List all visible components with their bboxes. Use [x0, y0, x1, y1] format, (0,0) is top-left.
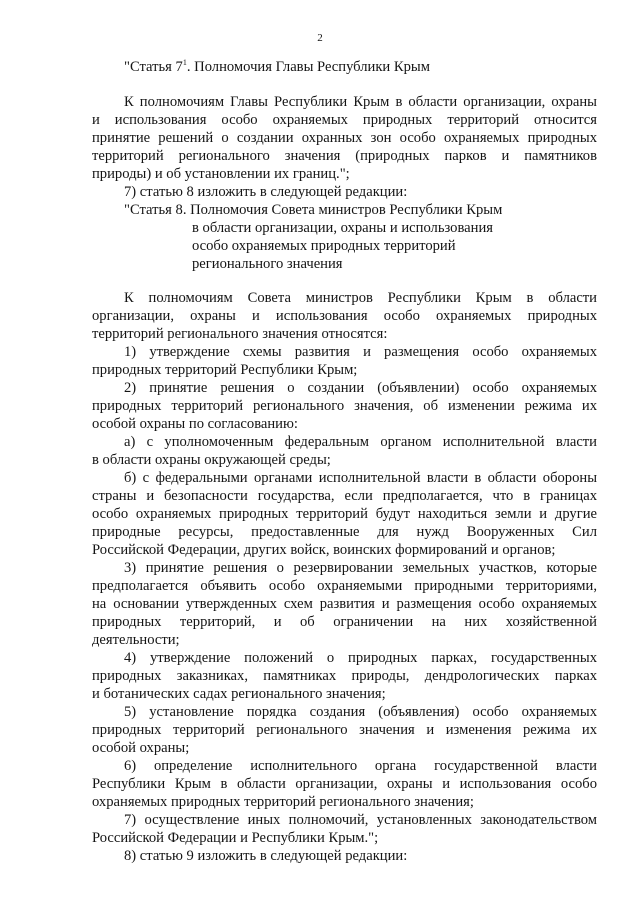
item-8-intro: 8) статью 9 изложить в следующей редакции:	[124, 848, 408, 864]
item-7-intro: 7) статью 8 изложить в следующей редакции:	[124, 184, 408, 200]
document-page: 2 "Статья $7^1$. Полномочия Главы Республики Крым К полномочиям Главы Республики Крым в области организации, охраны и использования особо охраняемых природных территорий относится принятие решений о создании охранных зон особо охраняемых природных территорий регионального значения (природных парков и памятников природы) и об установлении их границ."; 7) статью 8 изложить в следующей редакции: "Статья 8. Полномочия Совета министров Республики Крым в области организации, охраны и использования особо охраняемых природных территорий регионального значения К полномочиям Совета министров Республики Крым в области организации, охраны и использования особо охраняемых природных территорий регионального значения относятся: 1) утверждение схемы развития и размещения особо охраняемых природных территорий Республики Крым; 2) принятие решения о создании (объявлении) особо охраняемых природных территорий регионального значения, об изменении режима их особой охраны по согласованию: а) с уполномоченным федеральным органом исполнительной власти в области охраны окружающей среды; б) с федеральными органами исполнительной власти в области обороны страны и безопасности государства, если предполагается, что в границах особо охраняемых природных территорий будут находиться земли и другие природные ресурсы, предоставленные для нужд Вооруженных Сил Российской Федерации, других войск, воинских формирований и органов; 3) принятие решения о резервировании земельных участков, которые предполагается объявить особо охраняемыми природными территориями, на основании утвержденных схем развития и размещения особо охраняемых природных территорий, и об ограничении на них хозяйственной деятельности; 4) утверждение положений о природных парках, государственных природных заказниках, памятниках природы, дендрологических парках и ботанических садах регионального значения; 5) установление порядка создания (объявления) особо охраняемых природных территорий регионального значения и изменения режима их особой охраны; 6) определение исполнительного органа государственной власти Республики Крым в области организации, охраны и использования особо охраняемых природных территорий регионального значения; 7) осуществление иных полномочий, установленных законодательством Российской Федерации и Республики Крым."; 8) статью 9 изложить в следующей редакции:	[0, 0, 640, 905]
article-7-1-heading: "Статья $7^1$. Полномочия Главы Республики Крым	[124, 58, 430, 75]
page-number: 2	[317, 32, 323, 44]
